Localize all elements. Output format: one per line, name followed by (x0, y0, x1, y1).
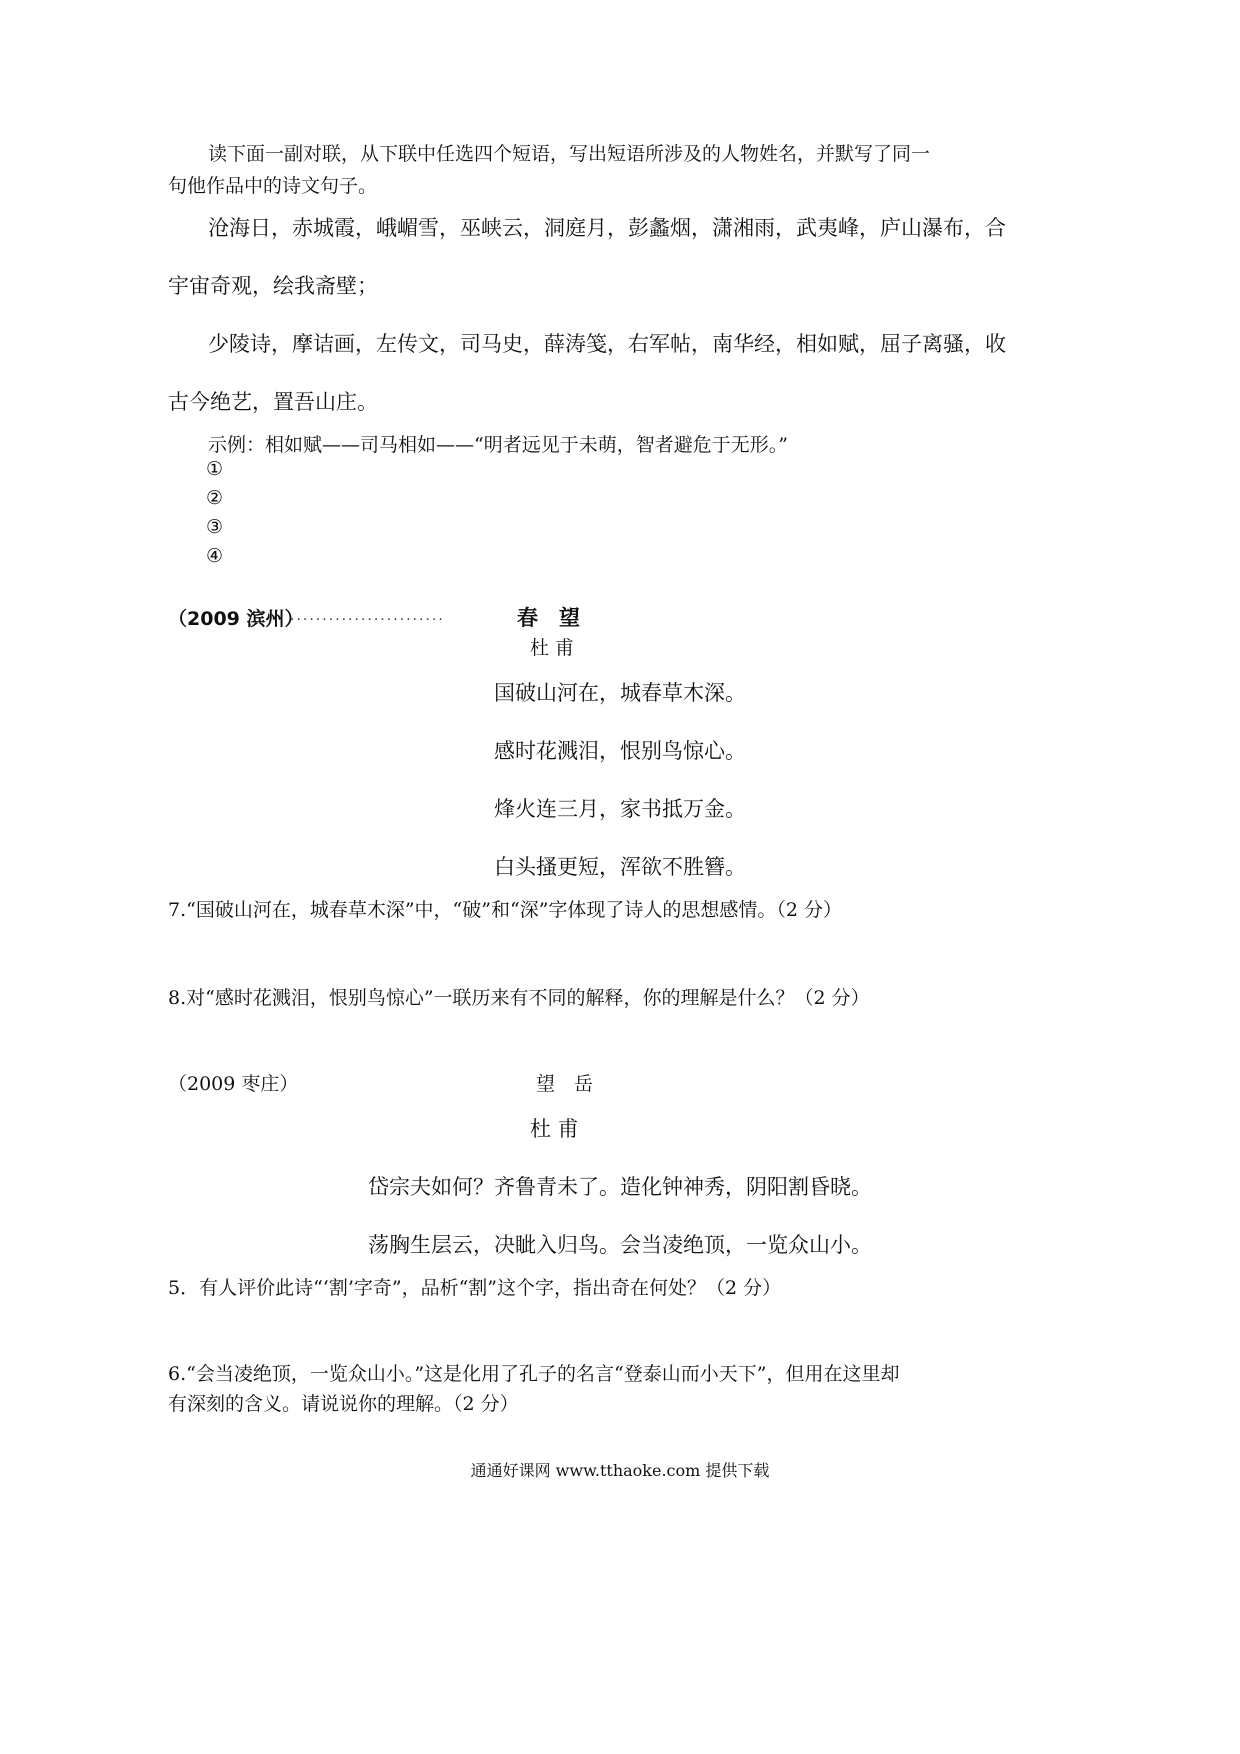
couplet-upper-line-1: 沧海日，赤城霞，峨嵋雪，巫峡云，洞庭月，彭蠡烟，潇湘雨，武夷峰，庐山瀑布，合 (208, 216, 1006, 240)
answer-mark-4: ④ (206, 545, 224, 567)
question-7: 7.“国破山河在，城春草木深”中，“破”和“深”字体现了诗人的思想感情。（2 分） (168, 899, 843, 921)
poem1-line-4: 白头搔更短，浑欲不胜簪。 (494, 855, 746, 879)
poem1-line-3: 烽火连三月，家书抵万金。 (494, 797, 746, 821)
poem2-line-2: 荡胸生层云，决眦入归鸟。会当凌绝顶，一览众山小。 (368, 1233, 872, 1257)
poem2-author: 杜 甫 (530, 1117, 579, 1141)
poem1-title: 春 望 (517, 606, 580, 630)
couplet-lower-line-1: 少陵诗，摩诘画，左传文，司马史，薛涛笺，右军帖，南华经，相如赋，屈子离骚，收 (208, 332, 1006, 356)
poem2-line-1: 岱宗夫如何？齐鲁青未了。造化钟神秀，阴阳割昏晓。 (368, 1175, 872, 1199)
question-6-line-2: 有深刻的含义。请说说你的理解。（2 分） (168, 1393, 519, 1415)
couplet-lower-line-2: 古今绝艺，置吾山庄。 (168, 390, 378, 414)
intro-line-2: 句他作品中的诗文句子。 (168, 175, 378, 197)
answer-mark-2: ② (206, 487, 224, 509)
answer-mark-1: ① (206, 458, 224, 480)
poem1-source: （2009 滨州） (168, 608, 304, 630)
poem1-line-1: 国破山河在，城春草木深。 (494, 681, 746, 705)
poem1-author: 杜 甫 (530, 637, 575, 659)
intro-line-1: 读下面一副对联，从下联中任选四个短语，写出短语所涉及的人物姓名，并默写了同一 (208, 143, 931, 165)
leader-dots: ........................ (290, 608, 445, 624)
page-footer: 通通好课网 www.tthaoke.com 提供下载 (470, 1461, 770, 1480)
question-5: 5．有人评价此诗“‘割’字奇”，品析“割”这个字，指出奇在何处？（2 分） (168, 1277, 782, 1299)
poem2-title: 望 岳 (536, 1073, 594, 1095)
question-8: 8.对“感时花溅泪，恨别鸟惊心”一联历来有不同的解释，你的理解是什么？（2 分） (168, 987, 870, 1009)
question-6-line-1: 6.“会当凌绝顶，一览众山小。”这是化用了孔子的名言“登泰山而小天下”，但用在这里却 (168, 1363, 900, 1385)
couplet-upper-line-2: 宇宙奇观，绘我斋壁； (168, 274, 378, 298)
poem1-line-2: 感时花溅泪，恨别鸟惊心。 (494, 739, 746, 763)
answer-mark-3: ③ (206, 516, 224, 538)
poem2-source: （2009 枣庄） (168, 1073, 299, 1095)
example-line: 示例：相如赋——司马相如——“明者远见于未萌，智者避危于无形。” (208, 434, 788, 456)
